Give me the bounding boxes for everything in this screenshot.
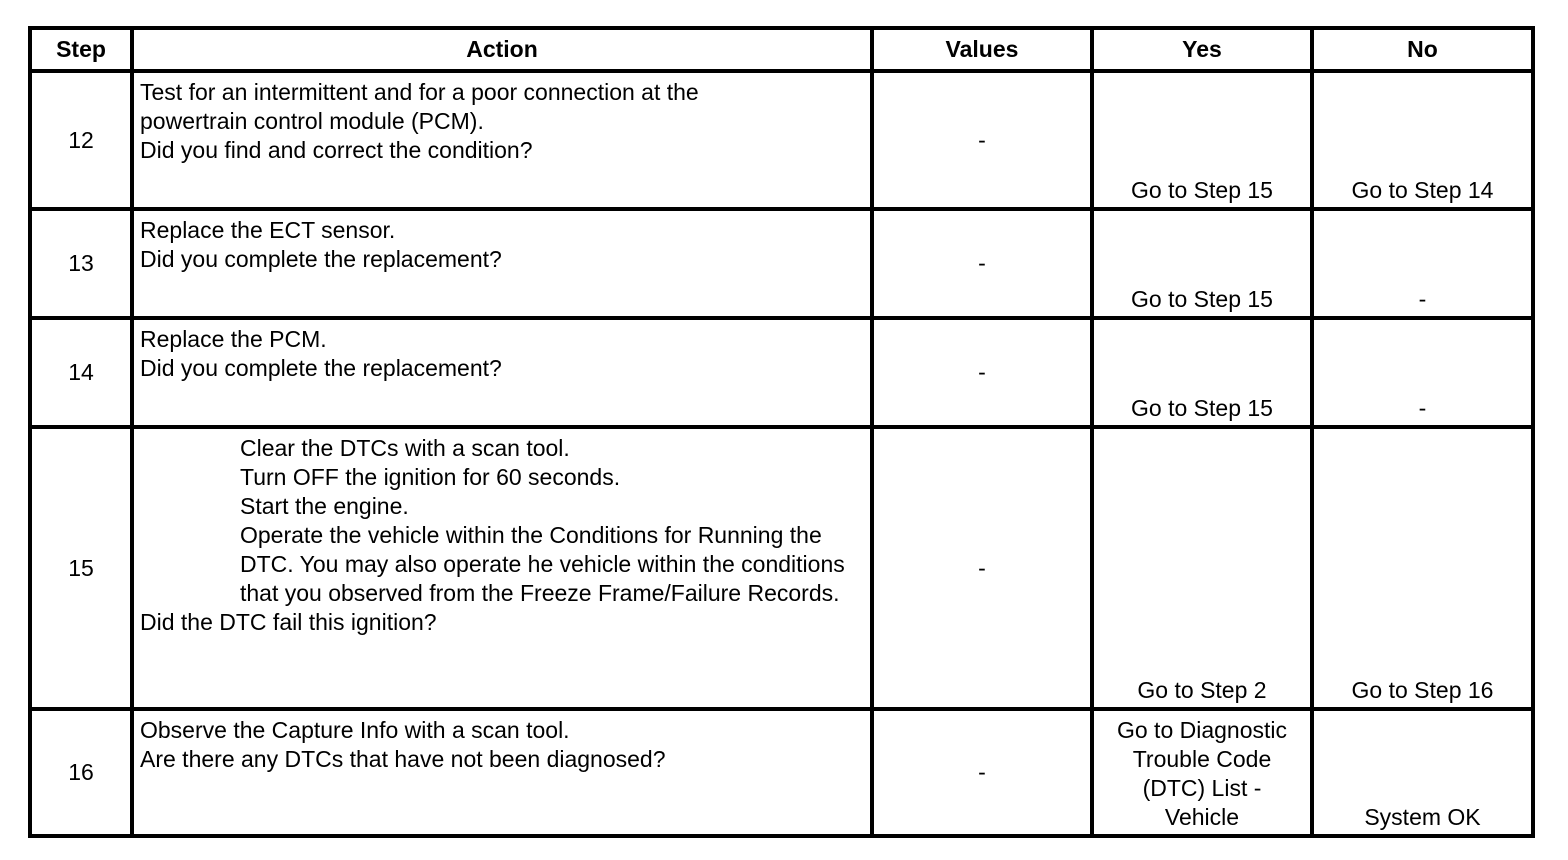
yes-cell: Go to Step 2 (1092, 427, 1312, 709)
action-cell (132, 709, 872, 836)
values-cell: - (872, 209, 1092, 318)
action-text: Replace the PCM. (140, 326, 327, 352)
yes-cell: Go to Step 15 (1092, 71, 1312, 209)
step-number: 12 (30, 71, 132, 209)
values-cell: - (872, 318, 1092, 427)
instruction-item: Operate the vehicle within the Conditions for Running the DTC. You may also operate he vehicle within the conditions that you observed from the Freeze Frame/Failure Records. (240, 522, 845, 606)
action-question: Are there any DTCs that have not been diagnosed? (140, 746, 666, 772)
header-step: Step (30, 28, 132, 71)
header-values: Values (872, 28, 1092, 71)
action-text: Replace the ECT sensor. (140, 217, 396, 243)
instruction-item: Start the engine. (240, 493, 409, 519)
no-cell: System OK (1312, 709, 1533, 836)
action-question: Did you find and correct the condition? (140, 137, 533, 163)
step-number: 13 (30, 209, 132, 318)
step-number: 14 (30, 318, 132, 427)
yes-cell: Go to Step 15 (1092, 318, 1312, 427)
action-text: Observe the Capture Info with a scan tool. (140, 717, 570, 743)
table-row (30, 427, 1533, 709)
action-question: Did you complete the replacement? (140, 355, 502, 381)
yes-cell: Go to Diagnostic Trouble Code (DTC) List - Vehicle (1092, 709, 1312, 836)
action-text: Test for an intermittent and for a poor connection at the (140, 79, 699, 105)
no-cell: Go to Step 14 (1312, 71, 1533, 209)
instruction-item: Clear the DTCs with a scan tool. (240, 435, 570, 461)
instruction-item: Turn OFF the ignition for 60 seconds. (240, 464, 621, 490)
no-cell: Go to Step 16 (1312, 427, 1533, 709)
step-number: 16 (30, 709, 132, 836)
no-cell: - (1312, 209, 1533, 318)
table-row (30, 71, 1533, 209)
table-row (30, 209, 1533, 318)
header-no: No (1312, 28, 1533, 71)
step-number: 15 (30, 427, 132, 709)
action-cell (132, 71, 872, 209)
table-row (30, 709, 1533, 836)
header-action: Action (132, 28, 872, 71)
action-question: Did you complete the replacement? (140, 246, 502, 272)
header-row (30, 28, 1533, 71)
action-cell (132, 318, 872, 427)
action-text: powertrain control module (PCM). (140, 108, 484, 134)
table-row (30, 318, 1533, 427)
action-question: Did the DTC fail this ignition? (140, 609, 437, 635)
yes-cell: Go to Step 15 (1092, 209, 1312, 318)
action-cell (132, 209, 872, 318)
diagnostic-table (28, 26, 1535, 838)
instruction-list (140, 434, 866, 608)
values-cell: - (872, 427, 1092, 709)
values-cell: - (872, 709, 1092, 836)
header-yes: Yes (1092, 28, 1312, 71)
no-cell: - (1312, 318, 1533, 427)
values-cell: - (872, 71, 1092, 209)
action-cell (132, 427, 872, 709)
